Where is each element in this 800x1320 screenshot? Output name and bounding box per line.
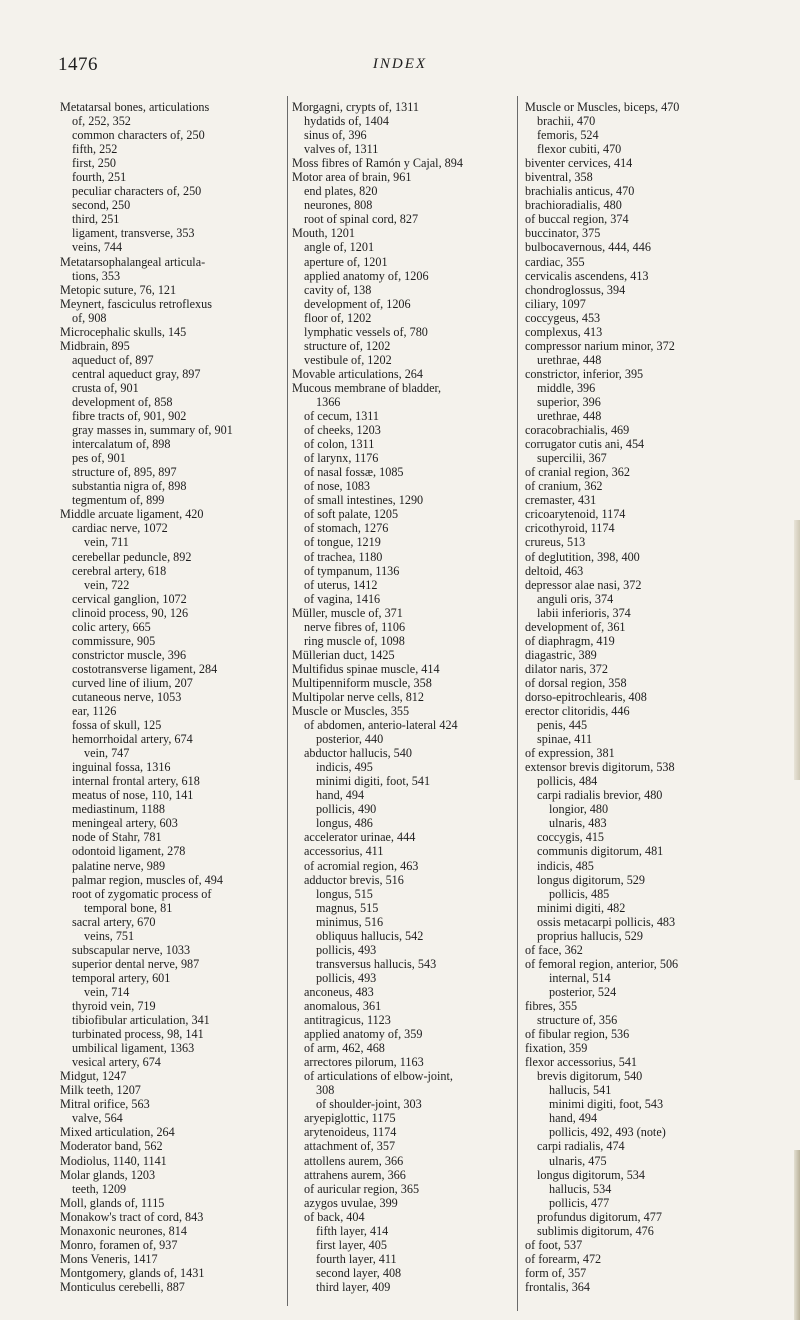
index-entry: longus digitorum, 529 — [537, 872, 645, 887]
index-entry: brevis digitorum, 540 — [537, 1069, 643, 1084]
index-entry: Microcephalic skulls, 145 — [60, 324, 187, 339]
index-entry: curved line of ilium, 207 — [72, 675, 193, 690]
index-entry: arrectores pilorum, 1163 — [304, 1055, 424, 1070]
index-entry: node of Stahr, 781 — [72, 830, 162, 845]
index-entry: angle of, 1201 — [304, 240, 375, 255]
index-entry: ciliary, 1097 — [525, 296, 586, 311]
index-entry: hand, 494 — [549, 1111, 598, 1126]
index-entry: chondroglossus, 394 — [525, 282, 626, 297]
index-entry: attrahens aurem, 366 — [304, 1167, 406, 1182]
index-entry: supercilii, 367 — [537, 451, 607, 466]
index-entry: fixation, 359 — [525, 1041, 588, 1056]
index-entry: Monro, foramen of, 937 — [60, 1237, 178, 1252]
index-entry: pollicis, 493 — [316, 970, 377, 985]
index-entry: vein, 722 — [84, 577, 130, 592]
index-entry: of dorsal region, 358 — [525, 675, 627, 690]
page-number: 1476 — [58, 54, 98, 75]
index-entry: ossis metacarpi pollicis, 483 — [537, 914, 676, 929]
index-entry: cardiac nerve, 1072 — [72, 521, 168, 536]
index-entry: gray masses in, summary of, 901 — [72, 423, 233, 438]
index-entry: cerebral artery, 618 — [72, 563, 167, 578]
index-entry: of expression, 381 — [525, 746, 615, 761]
index-entry: structure of, 356 — [537, 1013, 618, 1028]
index-entry: fossa of skull, 125 — [72, 718, 162, 733]
index-entry: attachment of, 357 — [304, 1139, 396, 1154]
index-entry: depressor alae nasi, 372 — [525, 577, 642, 592]
index-entry: Mitral orifice, 563 — [60, 1097, 150, 1112]
index-entry: costotransverse ligament, 284 — [72, 661, 218, 676]
index-entry: of shoulder-joint, 303 — [316, 1097, 422, 1112]
index-entry: coracobrachialis, 469 — [525, 423, 630, 438]
index-entry: floor of, 1202 — [304, 310, 372, 325]
index-entry: compressor narium minor, 372 — [525, 338, 675, 353]
index-entry: aqueduct of, 897 — [72, 352, 154, 367]
index-entry: Monakow's tract of cord, 843 — [60, 1209, 204, 1224]
index-entry: cardiac, 355 — [525, 254, 585, 269]
index-entry: inguinal fossa, 1316 — [72, 760, 171, 775]
index-entry: Mixed articulation, 264 — [60, 1125, 175, 1140]
index-entry: substantia nigra of, 898 — [72, 479, 187, 494]
index-entry: fibre tracts of, 901, 902 — [72, 409, 187, 424]
index-entry: palmar region, muscles of, 494 — [72, 872, 223, 887]
index-entry: of cranium, 362 — [525, 479, 603, 494]
index-entry: Montgomery, glands of, 1431 — [60, 1265, 205, 1280]
index-entry: thyroid vein, 719 — [72, 999, 156, 1013]
index-entry: of vagina, 1416 — [304, 591, 381, 606]
index-entry: tibiofibular articulation, 341 — [72, 1013, 210, 1028]
index-entry: 308 — [316, 1083, 335, 1098]
index-entry: Mouth, 1201 — [292, 226, 355, 241]
column-divider-left — [287, 96, 288, 1306]
index-entry: aryepiglottic, 1175 — [304, 1111, 396, 1126]
index-entry: brachialis anticus, 470 — [525, 184, 635, 199]
index-entry: internal frontal artery, 618 — [72, 774, 200, 789]
index-entry: Muscle or Muscles, 355 — [292, 704, 410, 719]
index-entry: extensor brevis digitorum, 538 — [525, 760, 675, 775]
index-entry: teeth, 1209 — [72, 1181, 127, 1196]
index-column-1 — [60, 100, 282, 1294]
index-entry: coccygeus, 453 — [525, 310, 601, 325]
index-entry: of arm, 462, 468 — [304, 1041, 385, 1056]
index-entry: hallucis, 541 — [549, 1083, 612, 1098]
index-entry: middle, 396 — [537, 380, 596, 395]
index-entry: Middle arcuate ligament, 420 — [60, 507, 204, 522]
index-entry: sinus of, 396 — [304, 128, 367, 143]
index-entry: of larynx, 1176 — [304, 451, 379, 466]
index-entry: of nasal fossæ, 1085 — [304, 465, 404, 480]
index-entry: Midgut, 1247 — [60, 1069, 127, 1084]
index-entry: of diaphragm, 419 — [525, 633, 615, 648]
index-entry: abductor hallucis, 540 — [304, 746, 412, 761]
index-entry: proprius hallucis, 529 — [537, 928, 643, 943]
index-entry: turbinated process, 98, 141 — [72, 1027, 204, 1042]
index-entry: cutaneous nerve, 1053 — [72, 689, 182, 704]
index-entry: hemorrhoidal artery, 674 — [72, 732, 193, 747]
index-entry: clinoid process, 90, 126 — [72, 605, 189, 620]
index-entry: of tongue, 1219 — [304, 535, 381, 550]
index-entry: constrictor, inferior, 395 — [525, 366, 644, 381]
index-entry: of trachea, 1180 — [304, 549, 383, 564]
index-entry: diagastric, 389 — [525, 647, 597, 662]
index-entry: temporal bone, 81 — [84, 900, 173, 915]
index-entry: of articulations of elbow-joint, — [304, 1069, 453, 1084]
index-entry: valve, 564 — [72, 1111, 123, 1126]
index-entry: of auricular region, 365 — [304, 1181, 420, 1196]
index-entry: cavity of, 138 — [304, 282, 372, 297]
index-entry: hydatids of, 1404 — [304, 114, 389, 129]
index-entry: urethrae, 448 — [537, 352, 602, 367]
index-entry: valves of, 1311 — [304, 142, 379, 157]
index-entry: buccinator, 375 — [525, 226, 601, 241]
index-entry: of cheeks, 1203 — [304, 423, 381, 438]
index-entry: Morgagni, crypts of, 1311 — [292, 100, 419, 114]
index-entry: azygos uvulae, 399 — [304, 1195, 398, 1210]
index-entry: development of, 858 — [72, 394, 173, 409]
index-entry: posterior, 524 — [549, 984, 617, 999]
index-entry: meningeal artery, 603 — [72, 816, 178, 831]
index-entry: of forearm, 472 — [525, 1251, 602, 1266]
index-entry: antitragicus, 1123 — [304, 1013, 391, 1028]
index-entry: Meynert, fasciculus retroflexus — [60, 296, 212, 311]
page-header — [0, 54, 800, 84]
index-entry: Moss fibres of Ramón y Cajal, 894 — [292, 156, 463, 171]
index-entry: pes of, 901 — [72, 451, 126, 466]
index-entry: Modiolus, 1140, 1141 — [60, 1153, 167, 1168]
index-entry: Moll, glands of, 1115 — [60, 1195, 165, 1210]
index-entry: pollicis, 493 — [316, 942, 377, 957]
index-entry: corrugator cutis ani, 454 — [525, 437, 645, 452]
index-entry: of, 908 — [72, 310, 107, 325]
index-entry: Mons Veneris, 1417 — [60, 1251, 158, 1266]
page-edge-shadow-lower — [794, 1150, 800, 1320]
index-entry: of femoral region, anterior, 506 — [525, 956, 679, 971]
index-entry: hallucis, 534 — [549, 1181, 612, 1196]
index-entry: constrictor muscle, 396 — [72, 647, 187, 662]
index-entry: tions, 353 — [72, 268, 121, 283]
index-entry: dorso-epitrochlearis, 408 — [525, 689, 647, 704]
index-entry: Multipenniform muscle, 358 — [292, 675, 432, 690]
index-entry: of face, 362 — [525, 942, 583, 957]
index-entry: Muscle or Muscles, biceps, 470 — [525, 100, 680, 114]
index-entry: Molar glands, 1203 — [60, 1167, 156, 1182]
index-entry: pollicis, 484 — [537, 774, 598, 789]
index-entry: penis, 445 — [537, 718, 588, 733]
index-entry: bulbocavernous, 444, 446 — [525, 240, 651, 255]
index-entry: biventer cervices, 414 — [525, 156, 633, 171]
index-entry: Milk teeth, 1207 — [60, 1083, 141, 1098]
index-entry: Müller, muscle of, 371 — [292, 605, 403, 620]
index-entry: temporal artery, 601 — [72, 970, 171, 985]
index-entry: of foot, 537 — [525, 1237, 583, 1252]
index-entry: of uterus, 1412 — [304, 577, 378, 592]
index-entry: of nose, 1083 — [304, 479, 371, 494]
index-entry: cricothyroid, 1174 — [525, 521, 615, 536]
index-entry: of acromial region, 463 — [304, 858, 419, 873]
index-entry: magnus, 515 — [316, 900, 379, 915]
index-entry: pollicis, 477 — [549, 1195, 610, 1210]
index-entry: of small intestines, 1290 — [304, 493, 424, 508]
index-entry: biventral, 358 — [525, 170, 593, 185]
index-entry: structure of, 895, 897 — [72, 465, 177, 480]
index-entry: end plates, 820 — [304, 184, 378, 199]
index-entry: minimi digiti, foot, 543 — [549, 1097, 664, 1112]
index-entry: superior, 396 — [537, 394, 601, 409]
index-entry: communis digitorum, 481 — [537, 844, 664, 859]
index-entry: first, 250 — [72, 156, 117, 171]
index-entry: flexor accessorius, 541 — [525, 1055, 638, 1070]
index-entry: form of, 357 — [525, 1265, 587, 1280]
index-entry: commissure, 905 — [72, 633, 156, 648]
index-entry: Mucous membrane of bladder, — [292, 380, 442, 395]
index-entry: Metatarsal bones, articulations — [60, 100, 210, 114]
index-entry: intercalatum of, 898 — [72, 437, 171, 452]
index-entry: minimi digiti, foot, 541 — [316, 774, 431, 789]
index-entry: tegmentum of, 899 — [72, 493, 165, 508]
index-entry: of soft palate, 1205 — [304, 507, 399, 522]
index-entry: aperture of, 1201 — [304, 254, 388, 269]
index-entry: pollicis, 490 — [316, 802, 377, 817]
index-entry: of deglutition, 398, 400 — [525, 549, 640, 564]
index-entry: root of spinal cord, 827 — [304, 212, 419, 227]
index-entry: vesical artery, 674 — [72, 1055, 161, 1070]
index-entry: coccygis, 415 — [537, 830, 605, 845]
index-entry: vestibule of, 1202 — [304, 352, 392, 367]
index-entry: pollicis, 492, 493 (note) — [549, 1125, 666, 1140]
index-entry: fourth, 251 — [72, 170, 127, 185]
index-entry: crureus, 513 — [525, 535, 586, 550]
index-entry: second, 250 — [72, 198, 131, 213]
index-entry: carpi radialis, 474 — [537, 1139, 625, 1154]
index-entry: development of, 1206 — [304, 296, 411, 311]
index-entry: brachii, 470 — [537, 114, 596, 129]
index-entry: sacral artery, 670 — [72, 914, 156, 929]
index-entry: hand, 494 — [316, 788, 365, 803]
index-entry: superior dental nerve, 987 — [72, 956, 200, 971]
index-entry: ulnaris, 483 — [549, 816, 607, 831]
index-entry: minimi digiti, 482 — [537, 900, 626, 915]
index-entry: of cranial region, 362 — [525, 465, 630, 480]
index-entry: 1366 — [316, 394, 341, 409]
index-entry: arytenoideus, 1174 — [304, 1125, 397, 1140]
index-entry: of fibular region, 536 — [525, 1027, 630, 1042]
index-entry: flexor cubiti, 470 — [537, 142, 622, 157]
index-entry: of back, 404 — [304, 1209, 365, 1224]
index-entry: applied anatomy of, 359 — [304, 1027, 423, 1042]
index-entry: frontalis, 364 — [525, 1279, 590, 1294]
index-entry: of colon, 1311 — [304, 437, 375, 452]
index-entry: complexus, 413 — [525, 324, 603, 339]
index-entry: Metopic suture, 76, 121 — [60, 282, 177, 297]
index-entry: Multifidus spinae muscle, 414 — [292, 661, 440, 676]
index-entry: ulnaris, 475 — [549, 1153, 607, 1168]
index-entry: dilator naris, 372 — [525, 661, 608, 676]
page-edge-shadow — [794, 520, 800, 780]
index-entry: Movable articulations, 264 — [292, 366, 423, 381]
index-entry: of abdomen, anterio-lateral 424 — [304, 718, 458, 733]
index-entry: palatine nerve, 989 — [72, 858, 166, 873]
index-entry: Multipolar nerve cells, 812 — [292, 689, 424, 704]
index-entry: carpi radialis brevior, 480 — [537, 788, 663, 803]
index-entry: longus, 486 — [316, 816, 373, 831]
index-entry: of, 252, 352 — [72, 114, 131, 129]
index-entry: Motor area of brain, 961 — [292, 170, 412, 185]
index-entry: ligament, transverse, 353 — [72, 226, 195, 241]
index-entry: subscapular nerve, 1033 — [72, 942, 191, 957]
index-entry: structure of, 1202 — [304, 338, 391, 353]
index-entry: brachioradialis, 480 — [525, 198, 622, 213]
index-entry: vein, 714 — [84, 984, 130, 999]
index-entry: nerve fibres of, 1106 — [304, 619, 406, 634]
index-entry: peculiar characters of, 250 — [72, 184, 202, 199]
index-entry: deltoid, 463 — [525, 563, 584, 578]
index-entry: accessorius, 411 — [304, 844, 384, 859]
index-entry: second layer, 408 — [316, 1265, 402, 1280]
index-entry: applied anatomy of, 1206 — [304, 268, 429, 283]
index-entry: posterior, 440 — [316, 732, 384, 747]
index-entry: transversus hallucis, 543 — [316, 956, 437, 971]
index-entry: cerebellar peduncle, 892 — [72, 549, 192, 564]
index-entry: root of zygomatic process of — [72, 886, 212, 901]
index-entry: third, 251 — [72, 212, 120, 227]
index-entry: Midbrain, 895 — [60, 338, 130, 353]
index-entry: colic artery, 665 — [72, 619, 151, 634]
index-entry: of stomach, 1276 — [304, 521, 389, 536]
index-entry: minimus, 516 — [316, 914, 384, 929]
index-entry: of buccal region, 374 — [525, 212, 629, 227]
index-entry: labii inferioris, 374 — [537, 605, 631, 620]
index-entry: longus digitorum, 534 — [537, 1167, 645, 1182]
index-entry: fourth layer, 411 — [316, 1251, 397, 1266]
index-entry: longus, 515 — [316, 886, 373, 901]
index-entry: attollens aurem, 366 — [304, 1153, 404, 1168]
index-entry: fifth layer, 414 — [316, 1223, 389, 1238]
index-entry: Metatarsophalangeal articula- — [60, 254, 206, 269]
index-entry: pollicis, 485 — [549, 886, 610, 901]
index-entry: obliquus hallucis, 542 — [316, 928, 424, 943]
index-entry: femoris, 524 — [537, 128, 599, 143]
index-entry: vein, 747 — [84, 746, 130, 761]
index-entry: Monaxonic neurones, 814 — [60, 1223, 187, 1238]
column-divider-right — [517, 96, 518, 1311]
index-column-2 — [292, 100, 514, 1294]
index-entry: development of, 361 — [525, 619, 626, 634]
index-entry: ring muscle of, 1098 — [304, 633, 405, 648]
index-entry: cervical ganglion, 1072 — [72, 591, 187, 606]
index-entry: of tympanum, 1136 — [304, 563, 400, 578]
index-entry: Müllerian duct, 1425 — [292, 647, 395, 662]
index-entry: cricoarytenoid, 1174 — [525, 507, 626, 522]
index-entry: first layer, 405 — [316, 1237, 387, 1252]
index-entry: crusta of, 901 — [72, 380, 139, 395]
index-entry: mediastinum, 1188 — [72, 802, 165, 817]
index-entry: neurones, 808 — [304, 198, 373, 213]
index-entry: accelerator urinae, 444 — [304, 830, 416, 845]
index-entry: anomalous, 361 — [304, 999, 382, 1013]
index-entry: of cecum, 1311 — [304, 409, 380, 424]
index-entry: anguli oris, 374 — [537, 591, 614, 606]
index-entry: umbilical ligament, 1363 — [72, 1041, 195, 1056]
index-entry: fibres, 355 — [525, 999, 578, 1013]
index-entry: fifth, 252 — [72, 142, 118, 157]
index-entry: erector clitoridis, 446 — [525, 704, 630, 719]
index-entry: urethrae, 448 — [537, 409, 602, 424]
index-entry: vein, 711 — [84, 535, 129, 550]
index-entry: longior, 480 — [549, 802, 609, 817]
index-entry: profundus digitorum, 477 — [537, 1209, 662, 1224]
index-entry: anconeus, 483 — [304, 984, 374, 999]
index-entry: indicis, 485 — [537, 858, 594, 873]
index-entry: meatus of nose, 110, 141 — [72, 788, 194, 803]
index-entry: common characters of, 250 — [72, 128, 205, 143]
index-entry: third layer, 409 — [316, 1279, 391, 1294]
index-entry: cremaster, 431 — [525, 493, 597, 508]
index-entry: internal, 514 — [549, 970, 611, 985]
index-entry: lymphatic vessels of, 780 — [304, 324, 428, 339]
index-entry: central aqueduct gray, 897 — [72, 366, 201, 381]
index-entry: adductor brevis, 516 — [304, 872, 404, 887]
index-entry: indicis, 495 — [316, 760, 373, 775]
index-entry: ear, 1126 — [72, 704, 117, 719]
index-entry: cervicalis ascendens, 413 — [525, 268, 649, 283]
index-entry: Moderator band, 562 — [60, 1139, 163, 1154]
index-entry: odontoid ligament, 278 — [72, 844, 186, 859]
index-entry: veins, 751 — [84, 928, 135, 943]
index-entry: sublimis digitorum, 476 — [537, 1223, 654, 1238]
index-column-3 — [525, 100, 750, 1294]
index-entry: Monticulus cerebelli, 887 — [60, 1279, 185, 1294]
index-entry: veins, 744 — [72, 240, 123, 255]
index-entry: spinae, 411 — [537, 732, 593, 747]
running-head: INDEX — [372, 56, 428, 72]
